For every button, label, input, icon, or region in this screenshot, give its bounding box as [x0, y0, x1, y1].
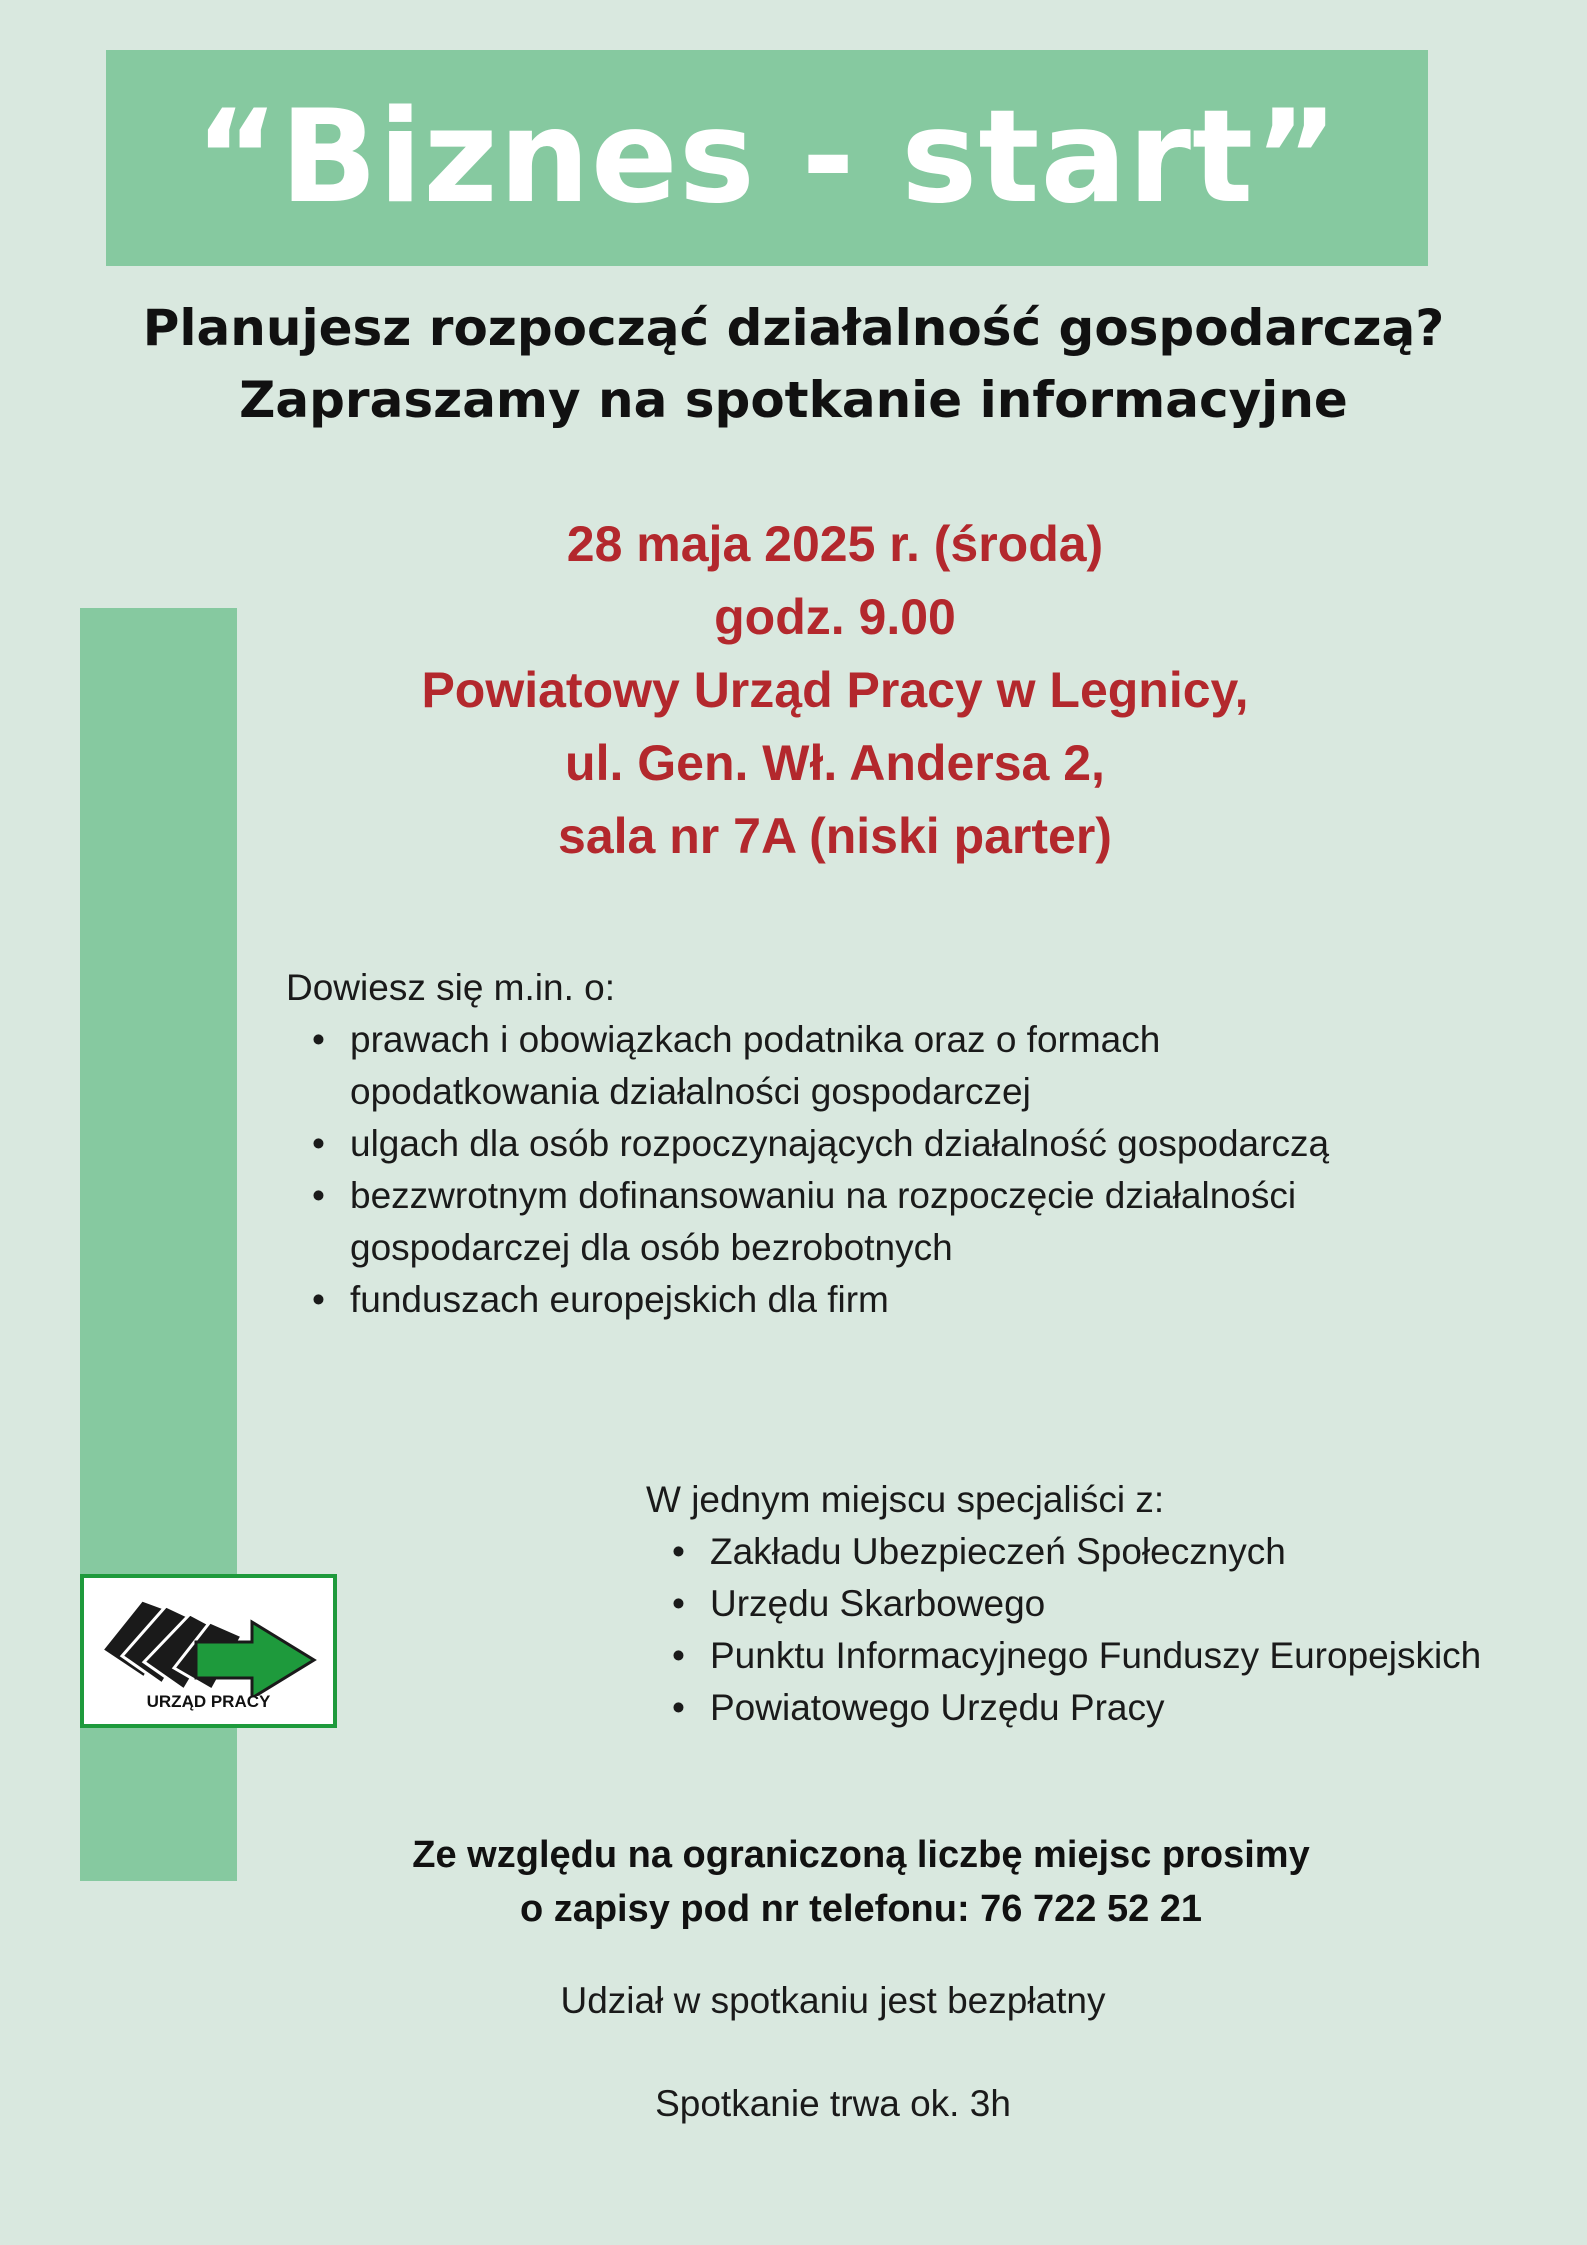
topics-section — [286, 962, 1486, 1326]
subtitle — [0, 292, 1587, 436]
booking-line-2: o zapisy pod nr telefonu: 76 722 52 21 — [519, 1888, 1203, 1930]
topics-intro: Dowiesz się m.in. o: — [286, 967, 615, 1008]
list-item: • Zakładu Ubezpieczeń Społecznych — [710, 1526, 1586, 1578]
event-street: ul. Gen. Wł. Andersa 2, — [565, 735, 1105, 791]
event-date: 28 maja 2025 r. (środa) — [566, 516, 1104, 572]
duration-note: Spotkanie trwa ok. 3h — [655, 2083, 1011, 2124]
specialists-list — [646, 1526, 1586, 1734]
urzad-pracy-logo — [80, 1574, 337, 1728]
booking-info — [0, 1828, 1587, 1936]
specialists-section — [646, 1474, 1586, 1734]
event-venue: Powiatowy Urząd Pracy w Legnicy, — [421, 662, 1249, 718]
event-room: sala nr 7A (niski parter) — [558, 808, 1112, 864]
event-details — [0, 508, 1587, 873]
poster-title: “Biznes - start” — [194, 83, 1340, 232]
booking-line-1: Ze względu na ograniczoną liczbę miejsc prosimy — [412, 1834, 1310, 1876]
urzad-pracy-logo-icon — [92, 1586, 333, 1696]
subtitle-line-1: Planujesz rozpocząć działalność gospodarczą? — [142, 299, 1445, 357]
list-item: • Punktu Informacyjnego Funduszy Europejskich — [710, 1630, 1586, 1682]
list-item: • ulgach dla osób rozpoczynających działalność gospodarczą — [350, 1118, 1486, 1170]
title-banner — [106, 50, 1428, 266]
free-participation-note: Udział w spotkaniu jest bezpłatny — [560, 1980, 1106, 2021]
list-item: • prawach i obowiązkach podatnika oraz o formach opodatkowania działalności gospodarczej — [350, 1014, 1310, 1118]
list-item: • Powiatowego Urzędu Pracy — [710, 1682, 1586, 1734]
event-time: godz. 9.00 — [714, 589, 956, 645]
list-item: • bezzwrotnym dofinansowaniu na rozpoczęcie działalności gospodarczej dla osób bezrobotnych — [350, 1170, 1470, 1274]
topics-list — [286, 1014, 1486, 1326]
specialists-intro: W jednym miejscu specjaliści z: — [646, 1479, 1165, 1520]
list-item: • funduszach europejskich dla firm — [350, 1274, 1486, 1326]
subtitle-line-2: Zapraszamy na spotkanie informacyjne — [239, 371, 1348, 429]
list-item: • Urzędu Skarbowego — [710, 1578, 1586, 1630]
logo-label: URZĄD PRACY — [146, 1692, 271, 1711]
